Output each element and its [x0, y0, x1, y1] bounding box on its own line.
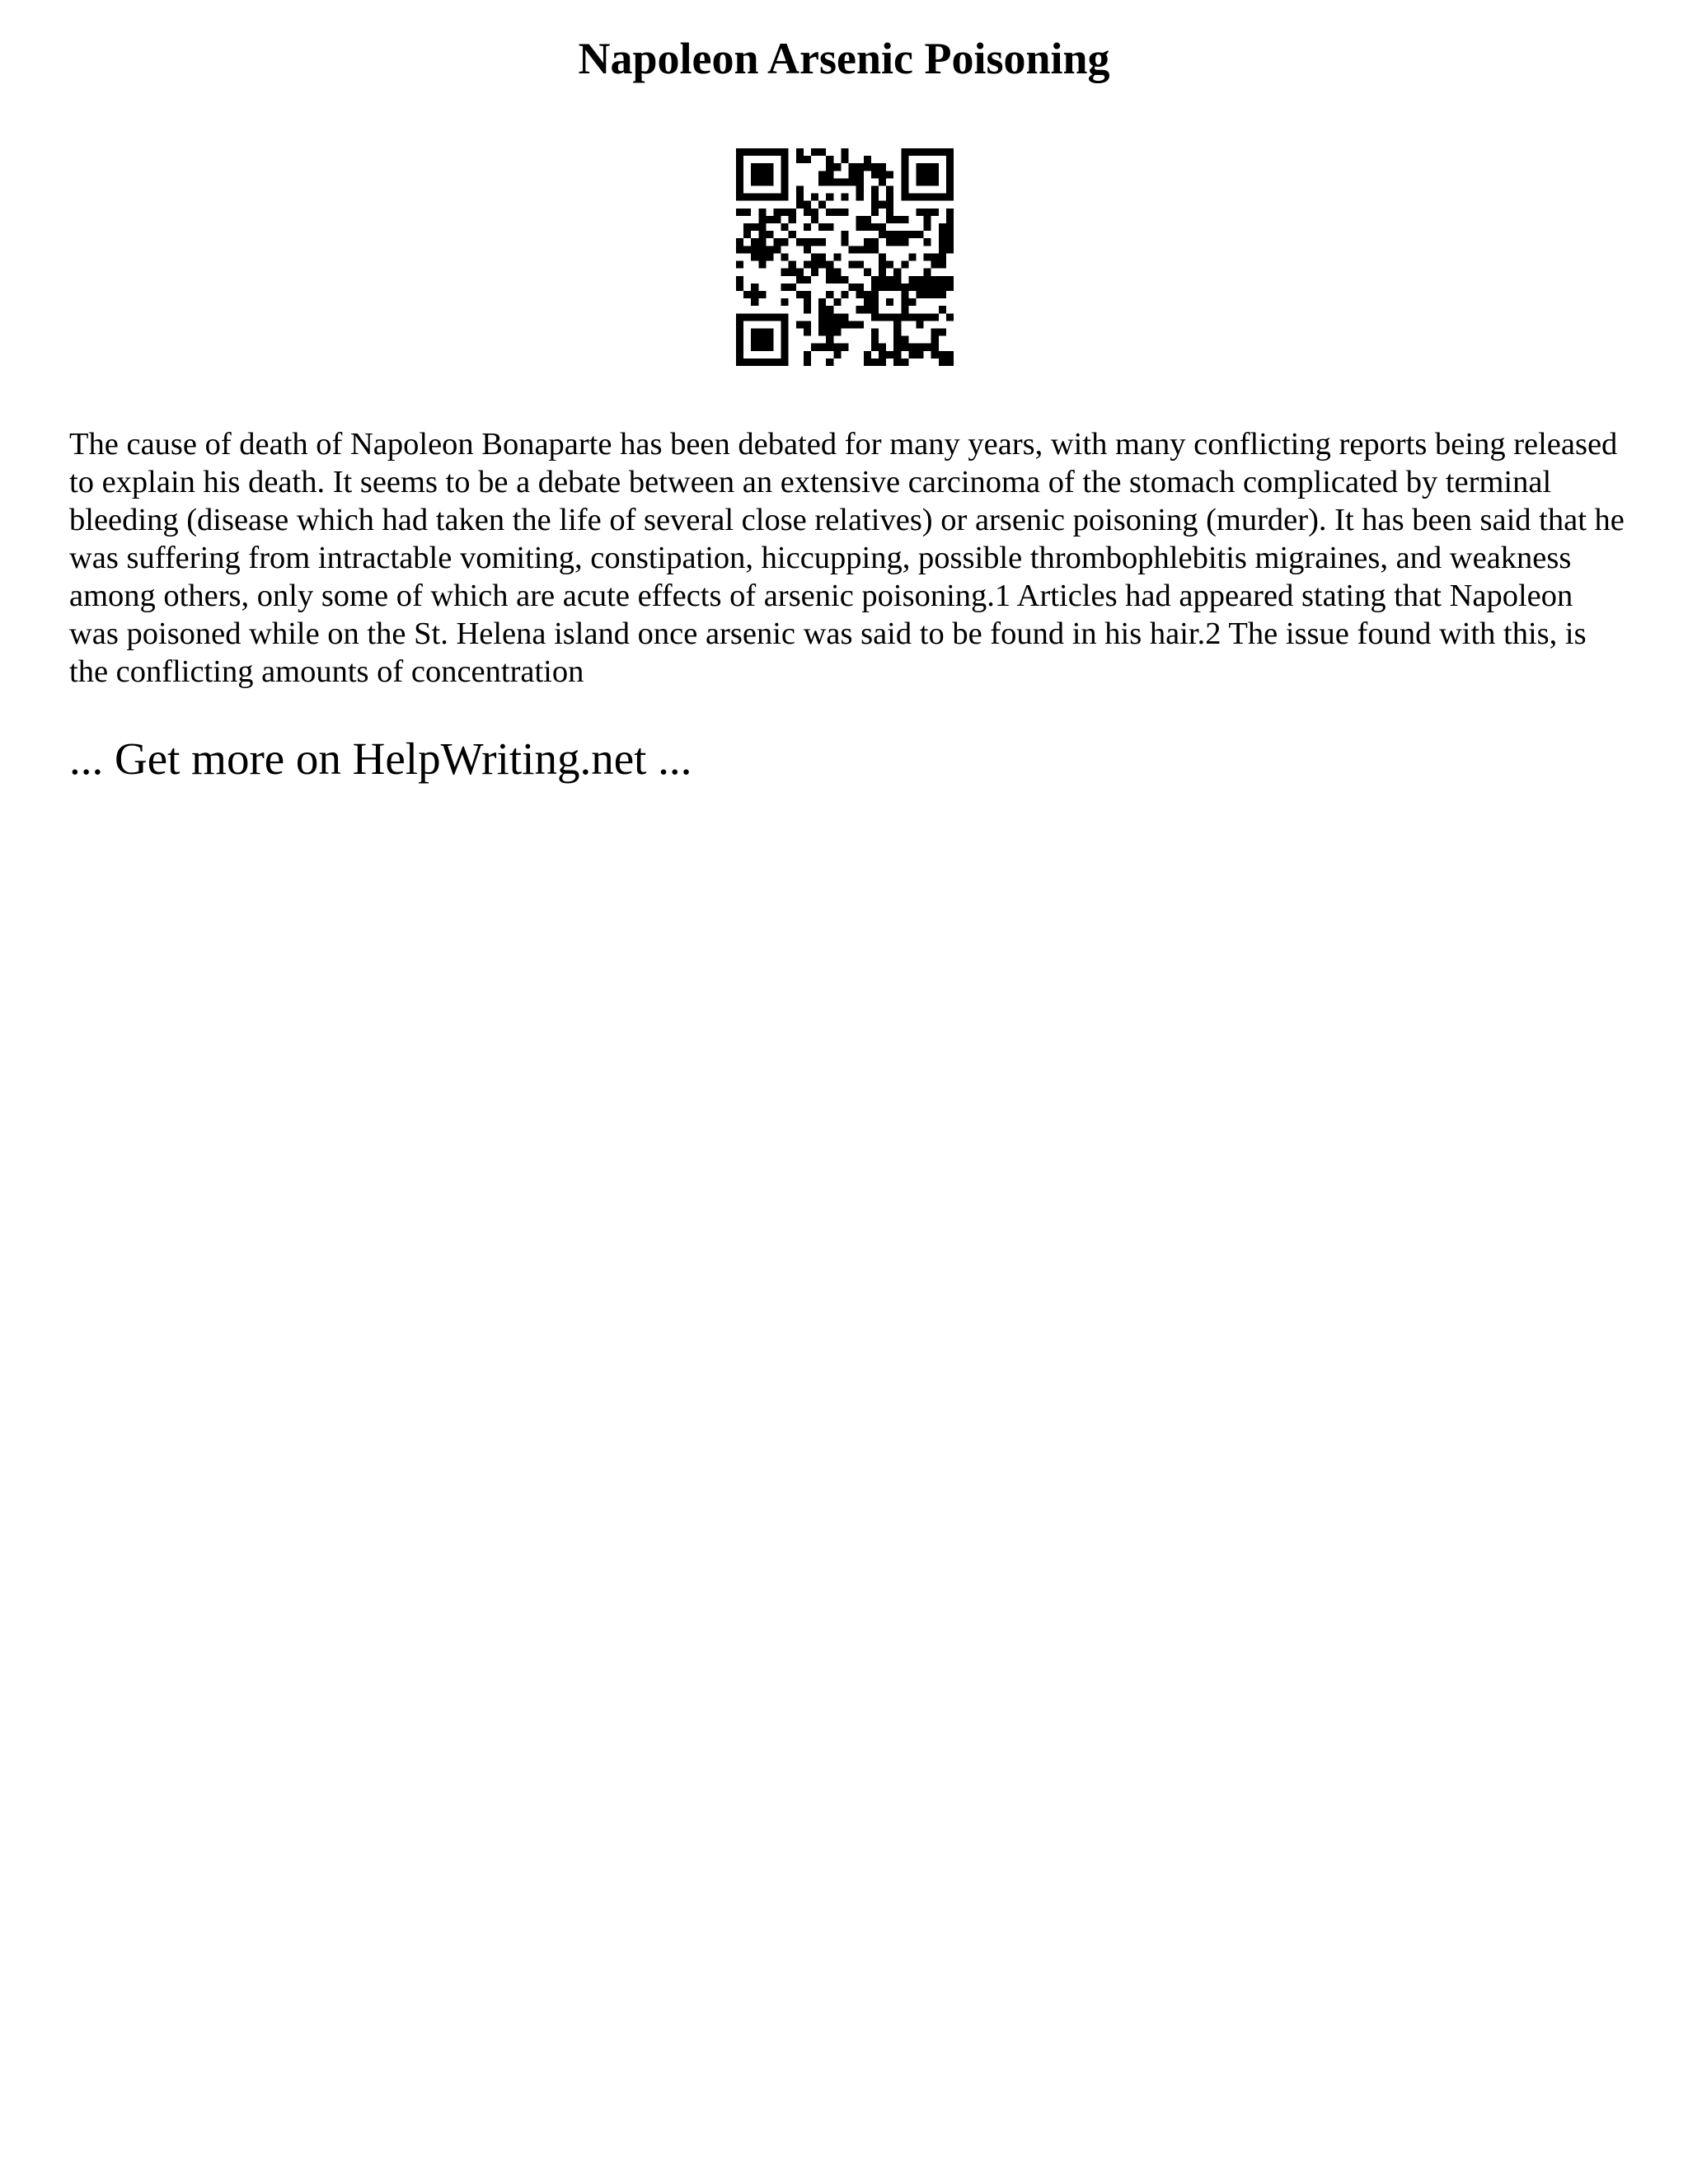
- body-paragraph: The cause of death of Napoleon Bonaparte has been debated for many years, with many conflicting reports being released to explain his death. It seems to be a debate between an extensive carcinoma of the stomach complicated by terminal bleeding (disease which had taken the life of several close relatives) or arsenic poisoning (murder). It has been said that he was suffering from intractable vomiting, constipation, hiccupping, possible thrombophlebitis migraines, and weakness among others, only some of which are acute effects of arsenic poisoning.1 Articles had appeared stating that Napoleon was poisoned while on the St. Helena island once arsenic was said to be found in his hair.2 The issue found with this, is the conflicting amounts of concentration: [69, 427, 1625, 689]
- qr-code-icon: [736, 148, 954, 366]
- page-title: Napoleon Arsenic Poisoning: [578, 34, 1110, 83]
- get-more-link[interactable]: ... Get more on HelpWriting.net ...: [69, 733, 692, 784]
